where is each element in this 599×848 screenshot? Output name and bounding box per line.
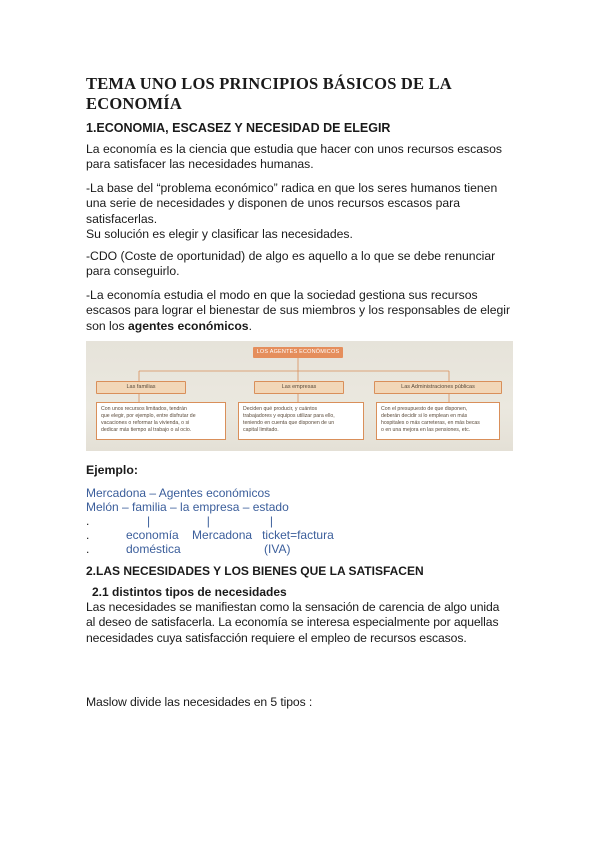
- agent-description-families: [96, 402, 226, 440]
- text-line: para satisfacer las necesidades humanas.: [86, 157, 314, 172]
- diagram-title-box: LOS AGENTES ECONÓMICOS: [253, 347, 343, 358]
- title-line-1: TEMA UNO LOS PRINCIPIOS BÁSICOS DE LA: [86, 74, 452, 93]
- text-line: satisfacerlas.: [86, 211, 158, 226]
- example-line-2: Melón – familia – la empresa – estado: [86, 500, 289, 514]
- description-line: hospitales o más carreteras, en más becas: [381, 420, 480, 426]
- description-line: capital limitado.: [243, 427, 279, 433]
- text-line: para conseguirlo.: [86, 264, 180, 279]
- example-terms: doméstica (IVA): [126, 542, 291, 556]
- description-line: trabajadores y equipos utilizar para ello,: [243, 413, 335, 419]
- text-line: [86, 319, 516, 334]
- text-line: -La base del “problema económico” radica en que los seres humanos tienen: [86, 181, 498, 195]
- text-line: Maslow divide las necesidades en 5 tipos :: [86, 695, 313, 709]
- section-1-heading: 1.ECONOMIA, ESCASEZ Y NECESIDAD DE ELEGIR: [86, 121, 391, 135]
- description-line: teniendo en cuenta que disponen de un: [243, 420, 335, 426]
- description-line: deberán decidir si lo emplean en más: [381, 413, 468, 419]
- description-line: Con unos recursos limitados, tendrán: [101, 406, 187, 412]
- agent-description-companies: [238, 402, 364, 440]
- example-line-3: [86, 514, 274, 528]
- paragraph-economic-problem: [86, 181, 516, 242]
- agent-box-public-administrations: Las Administraciones públicas: [374, 381, 502, 394]
- title-line-2: ECONOMÍA: [86, 94, 183, 113]
- paragraph-definition: [86, 142, 516, 173]
- bold-term: agentes económicos: [128, 318, 249, 333]
- description-line: que elegir, por ejemplo, entre disfrutar de: [101, 413, 196, 419]
- example-line-1: Mercadona – Agentes económicos: [86, 486, 271, 500]
- agents-diagram-image: [86, 341, 513, 451]
- agent-box-companies: Las empresas: [254, 381, 344, 394]
- text-fragment: son los: [86, 318, 129, 333]
- paragraph-needs: [86, 600, 516, 646]
- text-fragment: .: [248, 318, 252, 333]
- agent-description-public-administrations: [376, 402, 500, 440]
- text-line: Las necesidades se manifiestan como la sensación de carencia de algo unida: [86, 600, 500, 614]
- text-line: necesidades cuya satisfacción requiere el empleo de recursos escasos.: [86, 630, 467, 645]
- dot-marker: .: [86, 514, 90, 528]
- text-line: escasos para lograr el bienestar de sus miembros y los responsables de elegir: [86, 303, 511, 318]
- text-line: -La economía estudia el modo en que la sociedad gestiona sus recursos: [86, 288, 478, 302]
- description-line: Con el presupuesto de que disponen,: [381, 406, 468, 412]
- paragraph-opportunity-cost: [86, 249, 516, 280]
- example-terms: economía Mercadona ticket=factura: [126, 528, 334, 542]
- dot-marker: .: [86, 542, 90, 556]
- page-title: [86, 74, 526, 114]
- text-line: La economía es la ciencia que estudia que hacer con unos recursos escasos: [86, 142, 502, 156]
- description-line: Deciden qué producir, y cuántos: [243, 406, 318, 412]
- example-line-5: [86, 542, 291, 556]
- text-line: al deseo de satisfacerla. La economía se interesa especialmente por aquellas: [86, 615, 499, 630]
- connector-bars: | | |: [147, 514, 274, 528]
- description-line: dedicar más tiempo al trabajo o al ocio.: [101, 427, 192, 433]
- description-line: o en una mejora en las pensiones, etc.: [381, 427, 471, 433]
- text-line: -CDO (Coste de oportunidad) de algo es aquello a lo que se debe renunciar: [86, 249, 496, 263]
- example-heading: Ejemplo:: [86, 463, 138, 477]
- agent-box-families: Las familias: [96, 381, 186, 394]
- paragraph-economic-agents: [86, 288, 516, 334]
- text-line: Su solución es elegir y clasificar las necesidades.: [86, 226, 353, 241]
- example-line-4: [86, 528, 334, 542]
- text-line: una serie de necesidades y disponen de unos recursos escasos para: [86, 196, 460, 211]
- dot-marker: .: [86, 528, 90, 542]
- paragraph-maslow: [86, 695, 516, 710]
- subsection-2-1-heading: 2.1 distintos tipos de necesidades: [92, 585, 287, 599]
- section-2-heading: 2.LAS NECESIDADES Y LOS BIENES QUE LA SATISFACEN: [86, 564, 424, 578]
- description-line: vacaciones o reformar la vivienda, o si: [101, 420, 190, 426]
